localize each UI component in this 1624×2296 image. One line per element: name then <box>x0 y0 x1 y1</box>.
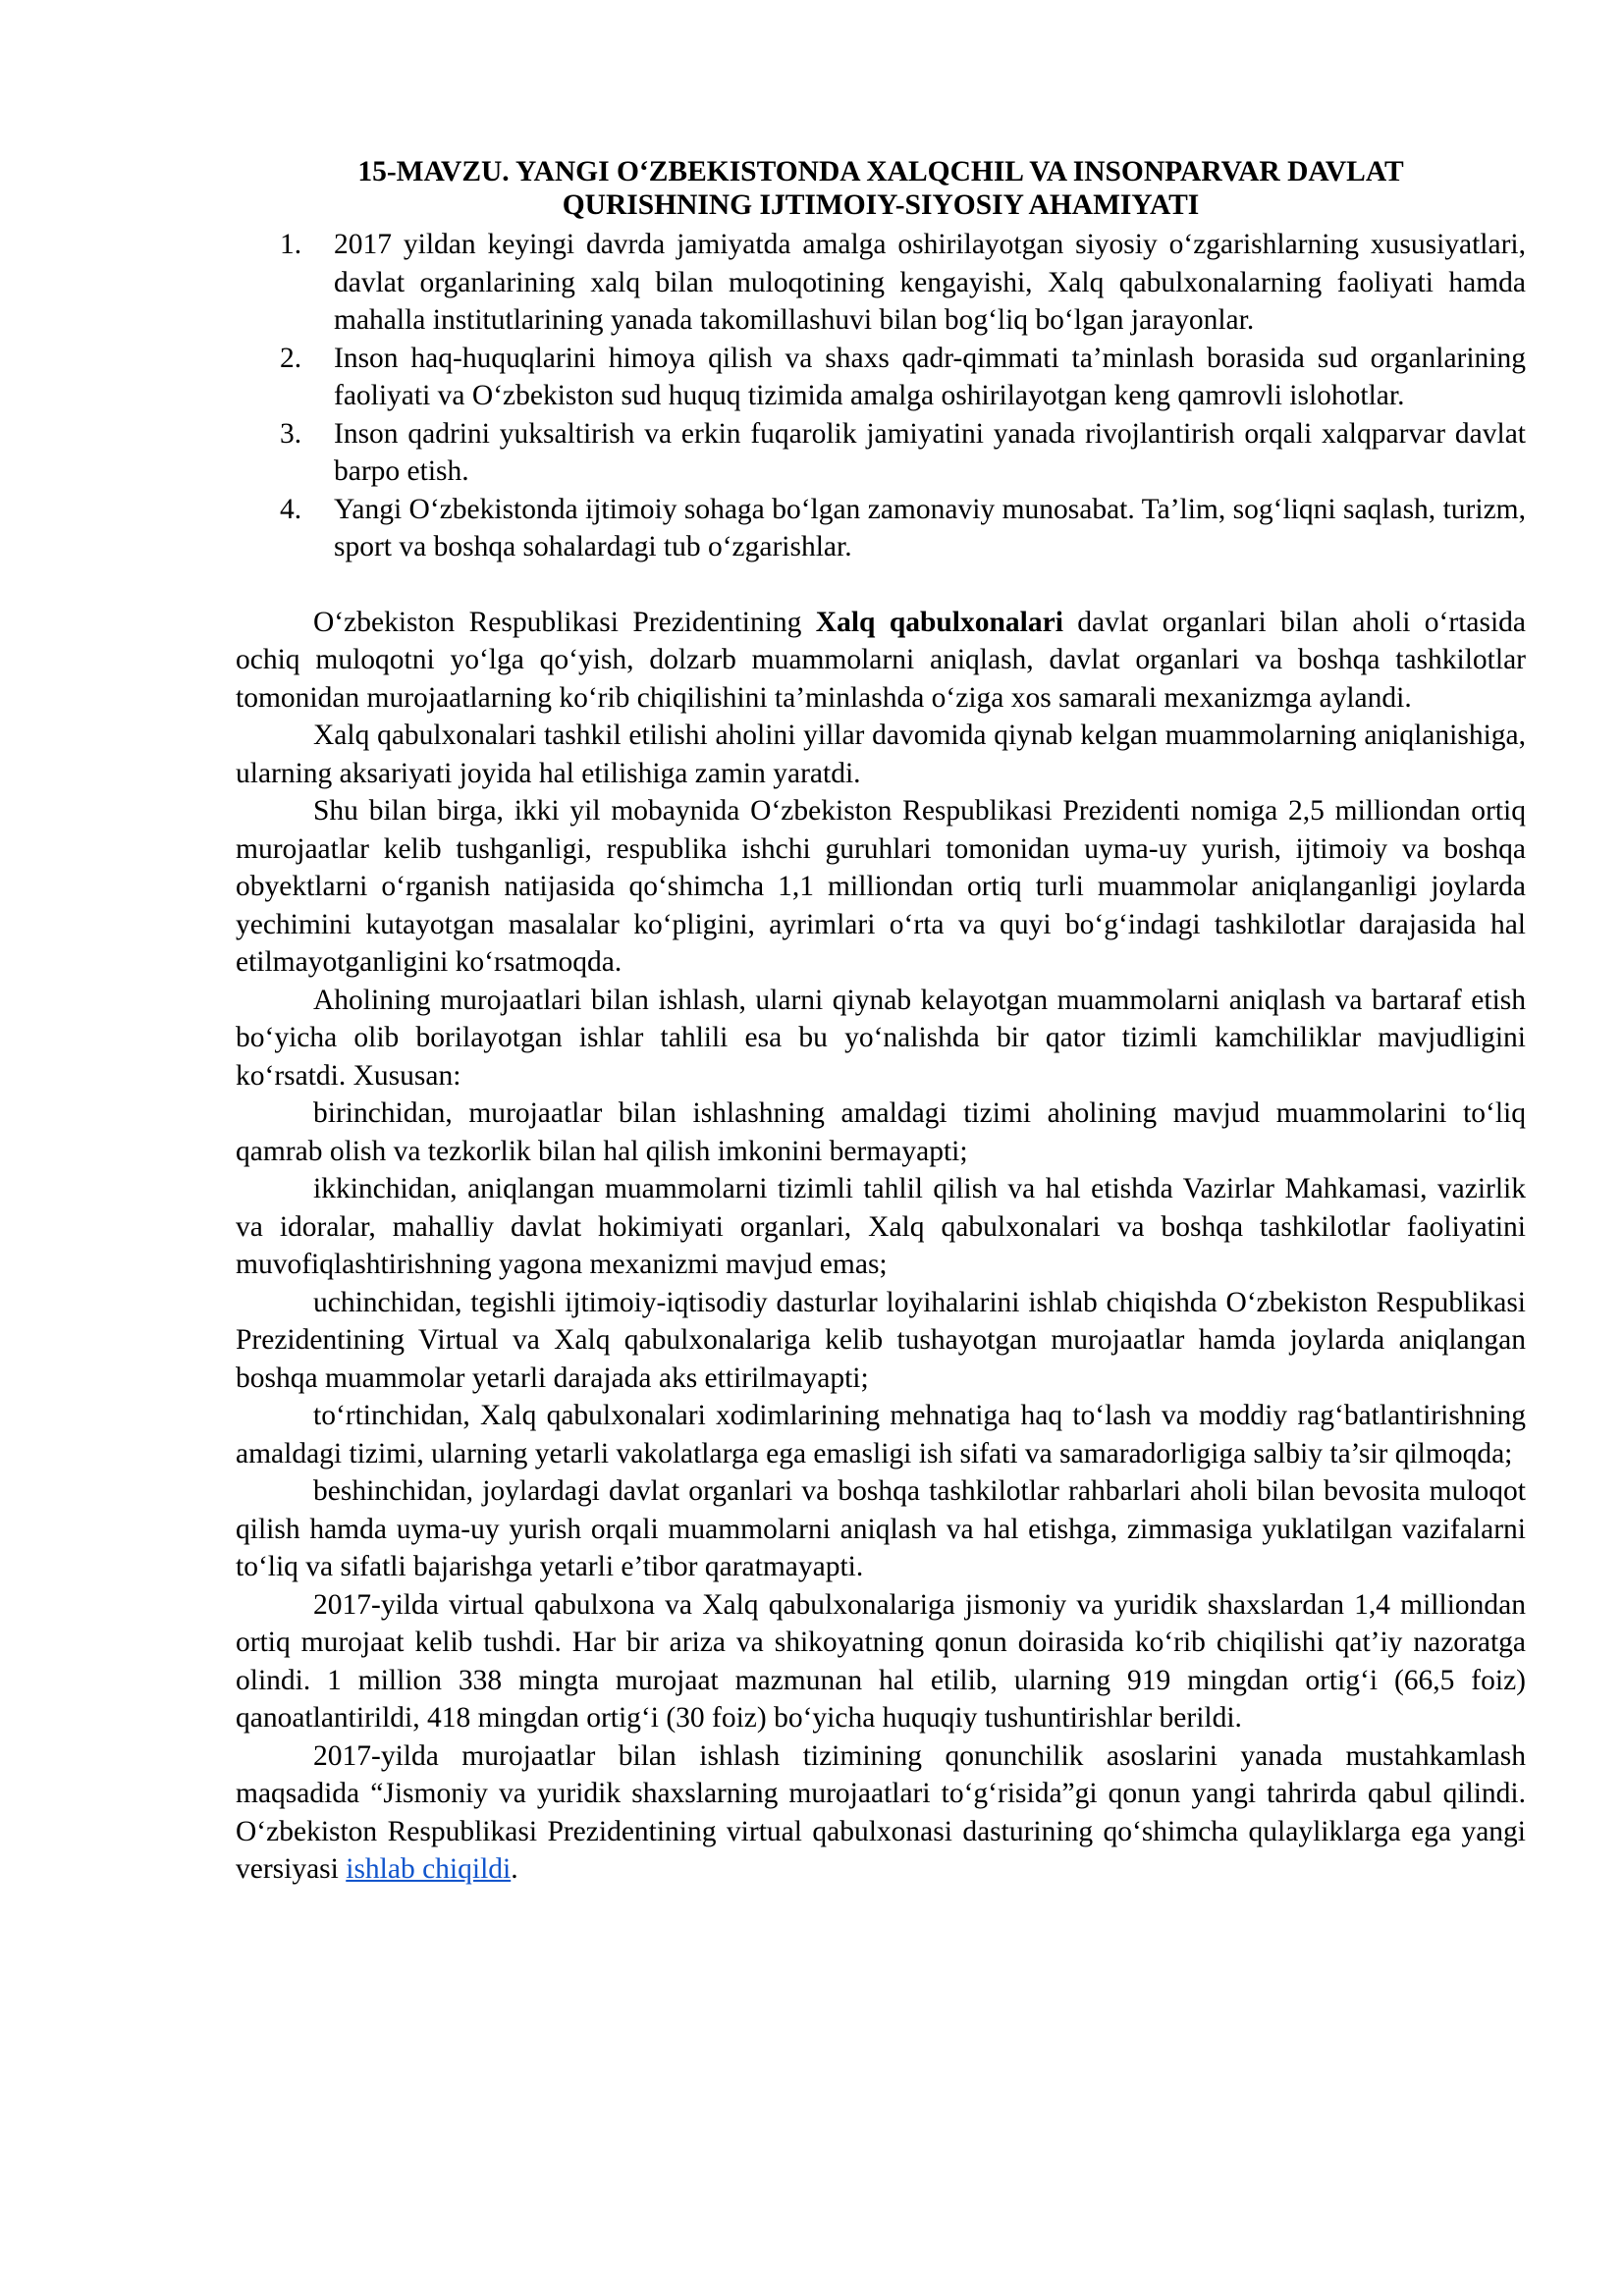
topic-item <box>280 226 1526 340</box>
topic-item <box>280 491 1526 566</box>
final-paragraph <box>236 1737 1526 1889</box>
final-period: . <box>511 1853 518 1885</box>
intro-paragraph <box>236 604 1526 718</box>
topic-text: 2017 yildan keyingi davrda jamiyatda amalga oshirilayotgan siyosiy o‘zgarishlarning xususiyatlari, davlat organlarining xalq bilan muloqotining kengayishi, Xalq qabulxonalarning faoliyati hamda mahalla institutlarining yanada takomillashuvi bilan bog‘liq bo‘lgan jarayonlar. <box>334 229 1526 336</box>
document-page <box>236 155 1526 1889</box>
body-paragraph: to‘rtinchidan, Xalq qabulxonalari xodimlarining mehnatiga haq to‘lash va moddiy rag‘batlantirishning amaldagi tizimi, ularning yetarli vakolatlarga ega emasligi ish sifati va samaradorligiga salbiy ta’sir qilmoqda; <box>236 1400 1526 1469</box>
topic-number: 4. <box>280 493 302 525</box>
topic-text: Yangi O‘zbekistonda ijtimoiy sohaga bo‘lgan zamonaviy munosabat. Ta’lim, sog‘liqni saqlash, turizm, sport va boshqa sohalardagi tub o‘zgarishlar. <box>334 493 1526 562</box>
ishlab-chiqildi-link[interactable]: ishlab chiqildi <box>346 1853 512 1885</box>
topic-list <box>236 226 1526 566</box>
body-paragraph: beshinchidan, joylardagi davlat organlari va boshqa tashkilotlar rahbarlari aholi bilan bevosita muloqot qilish hamda uyma-uy yurish orqali muammolarni aniqlash va hal etishga, zimmasiga yuklatilgan vazifalarni to‘liq va sifatli bajarishga yetarli e’tibor qaratmayapti. <box>236 1475 1526 1582</box>
topic-text: Inson haq-huquqlarini himoya qilish va shaxs qadr-qimmati ta’minlash borasida sud organlarining faoliyati va O‘zbekiston sud huquq tizimida amalga oshirilayotgan keng qamrovli islohotlar. <box>334 342 1526 411</box>
intro-bold-term: Xalq qabulxonalari <box>815 606 1063 638</box>
intro-text-after: davlat organlari bilan aholi o‘rtasida ochiq muloqotni yo‘lga qo‘yish, dolzarb muammolarni aniqlash, davlat organlari va boshqa tashkilotlar tomonidan murojaatlarning ko‘rib chiqilishini ta’minlashda o‘ziga xos samarali mexanizmga aylandi. <box>236 606 1527 714</box>
topic-number: 2. <box>280 342 302 374</box>
body-paragraph: uchinchidan, tegishli ijtimoiy-iqtisodiy dasturlar loyihalarini ishlab chiqishda O‘zbekiston Respublikasi Prezidentining Virtual va Xalq qabulxonalariga kelib tushayotgan murojaatlar hamda joylarda aniqlangan boshqa muammolar yetarli darajada aks ettirilmayapti; <box>236 1286 1526 1394</box>
topic-item <box>280 340 1526 415</box>
intro-text-before: O‘zbekiston Respublikasi Prezidentining <box>313 606 816 638</box>
body-paragraph: Xalq qabulxonalari tashkil etilishi aholini yillar davomida qiynab kelgan muammolarning aniqlanishiga, ularning aksariyati joyida hal etilishiga zamin yaratdi. <box>236 720 1526 789</box>
topic-item <box>280 415 1526 491</box>
title-line-2: QURISHNING IJTIMOIY-SIYOSIY AHAMIYATI <box>562 189 1200 221</box>
page-title <box>236 155 1526 222</box>
body-paragraph: ikkinchidan, aniqlangan muammolarni tizimli tahlil qilish va hal etishda Vazirlar Mahkamasi, vazirlik va idoralar, mahalliy davlat hokimiyati organlari, Xalq qabulxonalari va boshqa tashkilotlar faoliyatini muvofiqlashtirishning yagona mexanizmi mavjud emas; <box>236 1173 1526 1280</box>
body-paragraph: 2017-yilda virtual qabulxona va Xalq qabulxonalariga jismoniy va yuridik shaxslardan 1,4 milliondan ortiq murojaat kelib tushdi. Har bir ariza va shikoyatning qonun doirasida ko‘rib chiqilishi qat’iy nazoratga olindi. 1 million 338 mingta murojaat mazmunan hal etilib, ularning 919 mingdan ortig‘i (66,5 foiz) qanoatlantirildi, 418 mingdan ortig‘i (30 foiz) bo‘yicha huquqiy tushuntirishlar berildi. <box>236 1588 1526 1734</box>
final-text: 2017-yilda murojaatlar bilan ishlash tizimining qonunchilik asoslarini yanada mustahkamlash maqsadida “Jismoniy va yuridik shaxslarning murojaatlari to‘g‘risida”gi qonun yangi tahrirda qabul qilindi. O‘zbekiston Respublikasi Prezidentining virtual qabulxonasi dasturining qo‘shimcha qulayliklarga ega yangi versiyasi <box>236 1739 1526 1885</box>
section-spacer <box>236 566 1526 604</box>
topic-number: 3. <box>280 417 302 450</box>
topic-text: Inson qadrini yuksaltirish va erkin fuqarolik jamiyatini yanada rivojlantirish orqali xalqparvar davlat barpo etish. <box>334 417 1526 487</box>
body-paragraph: Aholining murojaatlari bilan ishlash, ularni qiynab kelayotgan muammolarni aniqlash va bartaraf etish bo‘yicha olib borilayotgan ishlar tahlili esa bu yo‘nalishda bir qator tizimli kamchiliklar mavjudligini ko‘rsatdi. Xususan: <box>236 984 1526 1092</box>
body-paragraph: birinchidan, murojaatlar bilan ishlashning amaldagi tizimi aholining mavjud muammolarini to‘liq qamrab olish va tezkorlik bilan hal qilish imkonini bermayapti; <box>236 1097 1526 1167</box>
title-line-1: 15-MAVZU. YANGI O‘ZBEKISTONDA XALQCHIL VA INSONPARVAR DAVLAT <box>357 156 1404 187</box>
body-paragraph: Shu bilan birga, ikki yil mobaynida O‘zbekiston Respublikasi Prezidenti nomiga 2,5 milliondan ortiq murojaatlar kelib tushganligi, respublika ishchi guruhlari tomonidan uyma-uy yurish, ijtimoiy va boshqa obyektlarni o‘rganish natijasida qo‘shimcha 1,1 milliondan ortiq turli muammolar aniqlanganligi joylarda yechimini kutayotgan masalalar ko‘pligini, ayrimlari o‘rta va quyi bo‘g‘indagi tashkilotlar darajasida hal etilmayotganligini ko‘rsatmoqda. <box>236 795 1526 978</box>
topic-number: 1. <box>280 229 302 260</box>
